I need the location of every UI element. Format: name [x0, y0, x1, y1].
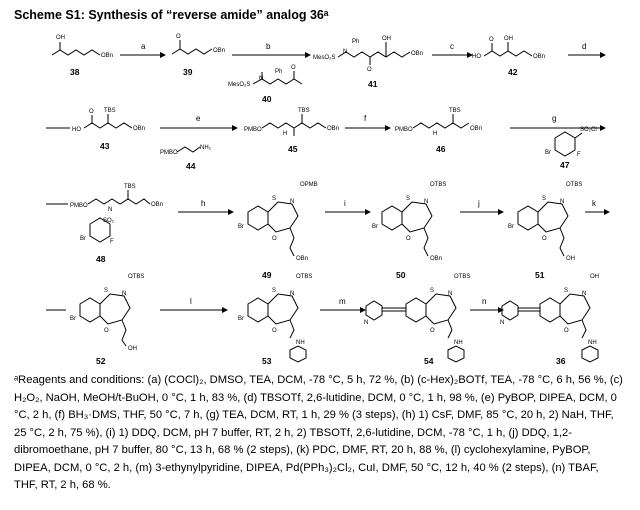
nitrogen-label: N: [448, 291, 453, 297]
step-label-l: l: [190, 297, 192, 306]
compound-38: [52, 35, 113, 77]
ring-oxygen-label: O: [104, 328, 109, 334]
sulfonyl-label: S: [542, 196, 547, 202]
compound-number-51: 51: [535, 270, 545, 280]
benzyloxy-label: OBn: [101, 53, 114, 59]
reaction-scheme-svg: [0, 28, 640, 368]
benzyloxy-label: OBn: [296, 256, 309, 262]
silyl-ether-label: OTBS: [296, 274, 313, 280]
benzyloxy-label: OBn: [327, 126, 340, 132]
nitrogen-label: N: [108, 207, 113, 213]
compound-number-53: 53: [262, 356, 272, 366]
benzyloxy-label: OBn: [133, 126, 146, 132]
amide-nh-label: NH: [588, 340, 597, 346]
compound-number-50: 50: [396, 270, 406, 280]
pmb-ether-label: OPMB: [300, 182, 318, 188]
compound-51: [508, 182, 582, 280]
compound-number-42: 42: [508, 67, 518, 77]
pmb-ether-label: PMBO: [395, 127, 413, 133]
step-label-c: c: [450, 42, 454, 51]
bromo-label: Br: [80, 236, 86, 242]
pmb-ether-label: PMBO: [244, 127, 262, 133]
step-label-a: a: [141, 42, 146, 51]
sulfonyl-chloride-label: SO₂Cl: [580, 127, 597, 133]
silyl-ether-label: TBS: [124, 184, 136, 190]
bromo-label: Br: [372, 224, 378, 230]
scheme-title: Scheme S1: Synthesis of “reverse amide” analog 36ᵃ: [14, 8, 329, 22]
pmb-ether-label: PMBO: [70, 203, 88, 209]
nitrogen-label: N: [424, 199, 429, 205]
step-label-k: k: [592, 199, 596, 208]
nitrogen-label: N: [582, 291, 587, 297]
sulfonyl-label: S: [430, 288, 435, 294]
ring-oxygen-label: O: [272, 328, 277, 334]
silyl-ether-label: OTBS: [430, 182, 447, 188]
bromo-label: Br: [70, 316, 76, 322]
arrow-step-c: [432, 42, 473, 58]
nitrogen-label: N: [343, 49, 348, 55]
pyridine-nitrogen-label: N: [364, 320, 369, 326]
step-label-b: b: [266, 42, 271, 51]
benzyloxy-label: OBn: [430, 256, 443, 262]
compound-number-47: 47: [560, 160, 570, 170]
carbonyl-label: O: [489, 37, 494, 43]
carboxylic-acid-label: OH: [128, 346, 137, 352]
ring-oxygen-label: O: [564, 328, 569, 334]
reagents-and-conditions: ᵃReagents and conditions: (a) (COCl)₂, DMSO, TEA, DCM, -78 °C, 5 h, 72 %, (b) (c-Hex)₂BOTf, TEA, -78 °C, 6 h, 56 %, (c) H₂O₂, NaOH, MeOH/t-BuOH, 0 °C, 1 h, 83 %, (d) TBSOTf, 2,6-lutidine, DCM, 0 °C, 1 h, 98 %, (e) PyBOP, DIPEA, DCM, 0 °C, 2 h, (f) BH₃·DMS, THF, 50 °C, 7 h, (g) TEA, DCM, RT, 1 h, 29 % (3 steps), (h) 1) CsF, DMF, 85 °C, 20 h, 2) NaH, THF, 25 °C, 2 h, 75 %), (i) 1) DDQ, DCM, pH 7 buffer, RT, 2 h, 2) TBSOTf, 2,6-lutidine, DCM, -78 °C, 1 h, (j) DDQ, 1,2-dibromoethane, pH 7 buffer, 80 °C, 13 h, 68 % (2 steps), (k) PDC, DMF, RT, 20 h, 88 %, (l) cyclohexylamine, PyBOP, DIPEA, DCM, 0 °C, 2 h, (m) 3-ethynylpyridine, DIPEA, Pd(PPh₃)₂Cl₂, CuI, DMF, 50 °C, 12 h, 40 % (2 steps), (n) TBAF, THF, RT, 2 h, 68 %.: [14, 374, 623, 491]
arrow-step-n: [470, 297, 504, 313]
ring-oxygen-label: O: [430, 328, 435, 334]
compound-46: [395, 108, 482, 154]
compound-49: [238, 182, 318, 280]
compound-52: [70, 274, 144, 366]
step-label-j: j: [478, 199, 480, 208]
bromo-label: Br: [508, 224, 514, 230]
pyridine-nitrogen-label: N: [500, 320, 505, 326]
bromo-label: Br: [238, 224, 244, 230]
ring-oxygen-label: O: [406, 236, 411, 242]
nitrogen-label: N: [290, 291, 295, 297]
sulfonyl-label: S: [272, 288, 277, 294]
compound-47: [545, 127, 597, 170]
silyl-ether-label: TBS: [449, 108, 461, 114]
step-label-i: i: [344, 199, 346, 208]
phenyl-label: Ph: [352, 39, 360, 45]
silyl-ether-label: TBS: [298, 108, 310, 114]
arrow-step-d: [568, 42, 606, 58]
carbonyl-label: O: [176, 34, 181, 40]
compound-number-39: 39: [183, 67, 193, 77]
nitrogen-label: N: [290, 199, 295, 205]
compound-number-46: 46: [436, 144, 446, 154]
compound-40: [228, 65, 302, 104]
step-label-m: m: [339, 297, 346, 306]
compound-number-49: 49: [262, 270, 272, 280]
carbonyl-label: O: [367, 67, 372, 73]
nitrogen-label: N: [122, 291, 127, 297]
compound-45: [244, 108, 339, 154]
nitrogen-label: N: [560, 199, 565, 205]
benzyloxy-label: OBn: [213, 48, 226, 54]
arrow-step-h: [178, 199, 234, 215]
amide-nh-label: NH: [296, 340, 305, 346]
sulfonyl-label: S: [406, 196, 411, 202]
compound-54: [364, 274, 470, 366]
arrow-step-l: [160, 297, 228, 313]
step-label-e: e: [196, 114, 201, 123]
hydroxyl-label: OH: [56, 35, 65, 41]
arrow-step-k: [585, 199, 610, 215]
step-label-g: g: [552, 114, 557, 123]
arrow-step-f: [345, 114, 391, 131]
bromo-label: Br: [545, 150, 551, 156]
silyl-ether-label: OTBS: [454, 274, 471, 280]
carbonyl-label: O: [291, 65, 296, 71]
sulfonyl-label: S: [272, 196, 277, 202]
nitrogen-label: N: [259, 76, 264, 82]
silyl-ether-label: OTBS: [128, 274, 145, 280]
compound-number-44: 44: [186, 161, 196, 171]
compound-number-43: 43: [100, 141, 110, 151]
hydroxyl-label: OH: [504, 36, 513, 42]
compound-44: [160, 145, 212, 171]
arrow-step-j: [460, 199, 504, 215]
carboxyl-hydroxyl-label: HO: [72, 127, 81, 133]
carboxyl-hydroxyl-label: HO: [472, 54, 481, 60]
step-label-n: n: [482, 297, 487, 306]
amide-nh-label: H: [283, 131, 288, 137]
compound-number-45: 45: [288, 144, 298, 154]
compound-number-36: 36: [556, 356, 566, 366]
hydroxyl-label: OH: [382, 36, 391, 42]
hydroxyl-label: OH: [590, 274, 599, 280]
benzyloxy-label: OBn: [533, 54, 546, 60]
compound-36: [500, 274, 599, 366]
ring-oxygen-label: O: [272, 236, 277, 242]
benzyloxy-label: OBn: [411, 51, 424, 57]
sulfonyl-label: S: [564, 288, 569, 294]
step-label-h: h: [201, 199, 206, 208]
compound-43: [72, 108, 145, 151]
pmb-ether-label: PMBO: [160, 150, 178, 156]
arrow-step-i: [325, 199, 371, 215]
arrow-step-m: [320, 297, 366, 313]
compound-number-54: 54: [424, 356, 434, 366]
compound-39: [172, 34, 225, 77]
compound-53: [238, 274, 312, 366]
compound-number-40: 40: [262, 94, 272, 104]
ring-oxygen-label: O: [542, 236, 547, 242]
compound-number-41: 41: [368, 79, 378, 89]
compound-41: [313, 36, 423, 89]
step-label-f: f: [364, 114, 367, 123]
mesyl-label: MesO₂S: [228, 82, 251, 88]
amide-nh-label: NH: [454, 340, 463, 346]
amine-nh-label: H: [433, 131, 438, 137]
arrow-step-a: [120, 42, 166, 58]
fluoro-label: F: [110, 239, 114, 245]
benzyloxy-label: OBn: [151, 202, 164, 208]
hydroxyl-label: OH: [566, 256, 575, 262]
phenyl-label: Ph: [275, 69, 283, 75]
compound-50: [372, 182, 446, 280]
arrow-step-e: [160, 114, 238, 131]
sulfonyl-label: S: [104, 288, 109, 294]
mesyl-label: MesO₂S: [313, 55, 336, 61]
compound-number-48: 48: [96, 254, 106, 264]
compound-number-38: 38: [70, 67, 80, 77]
silyl-ether-label: TBS: [104, 108, 116, 114]
step-label-d: d: [582, 42, 587, 51]
amine-label: NH₂: [200, 145, 211, 151]
benzyloxy-label: OBn: [470, 126, 483, 132]
compound-42: [472, 36, 545, 77]
fluoro-label: F: [577, 152, 581, 158]
arrow-step-b: [232, 42, 311, 58]
sulfonyl-label: SO₂: [103, 218, 114, 224]
compound-48: [70, 184, 163, 264]
bromo-label: Br: [238, 316, 244, 322]
reaction-scheme: [0, 28, 640, 368]
carbonyl-label: O: [89, 109, 94, 115]
compound-number-52: 52: [96, 356, 106, 366]
silyl-ether-label: OTBS: [566, 182, 583, 188]
